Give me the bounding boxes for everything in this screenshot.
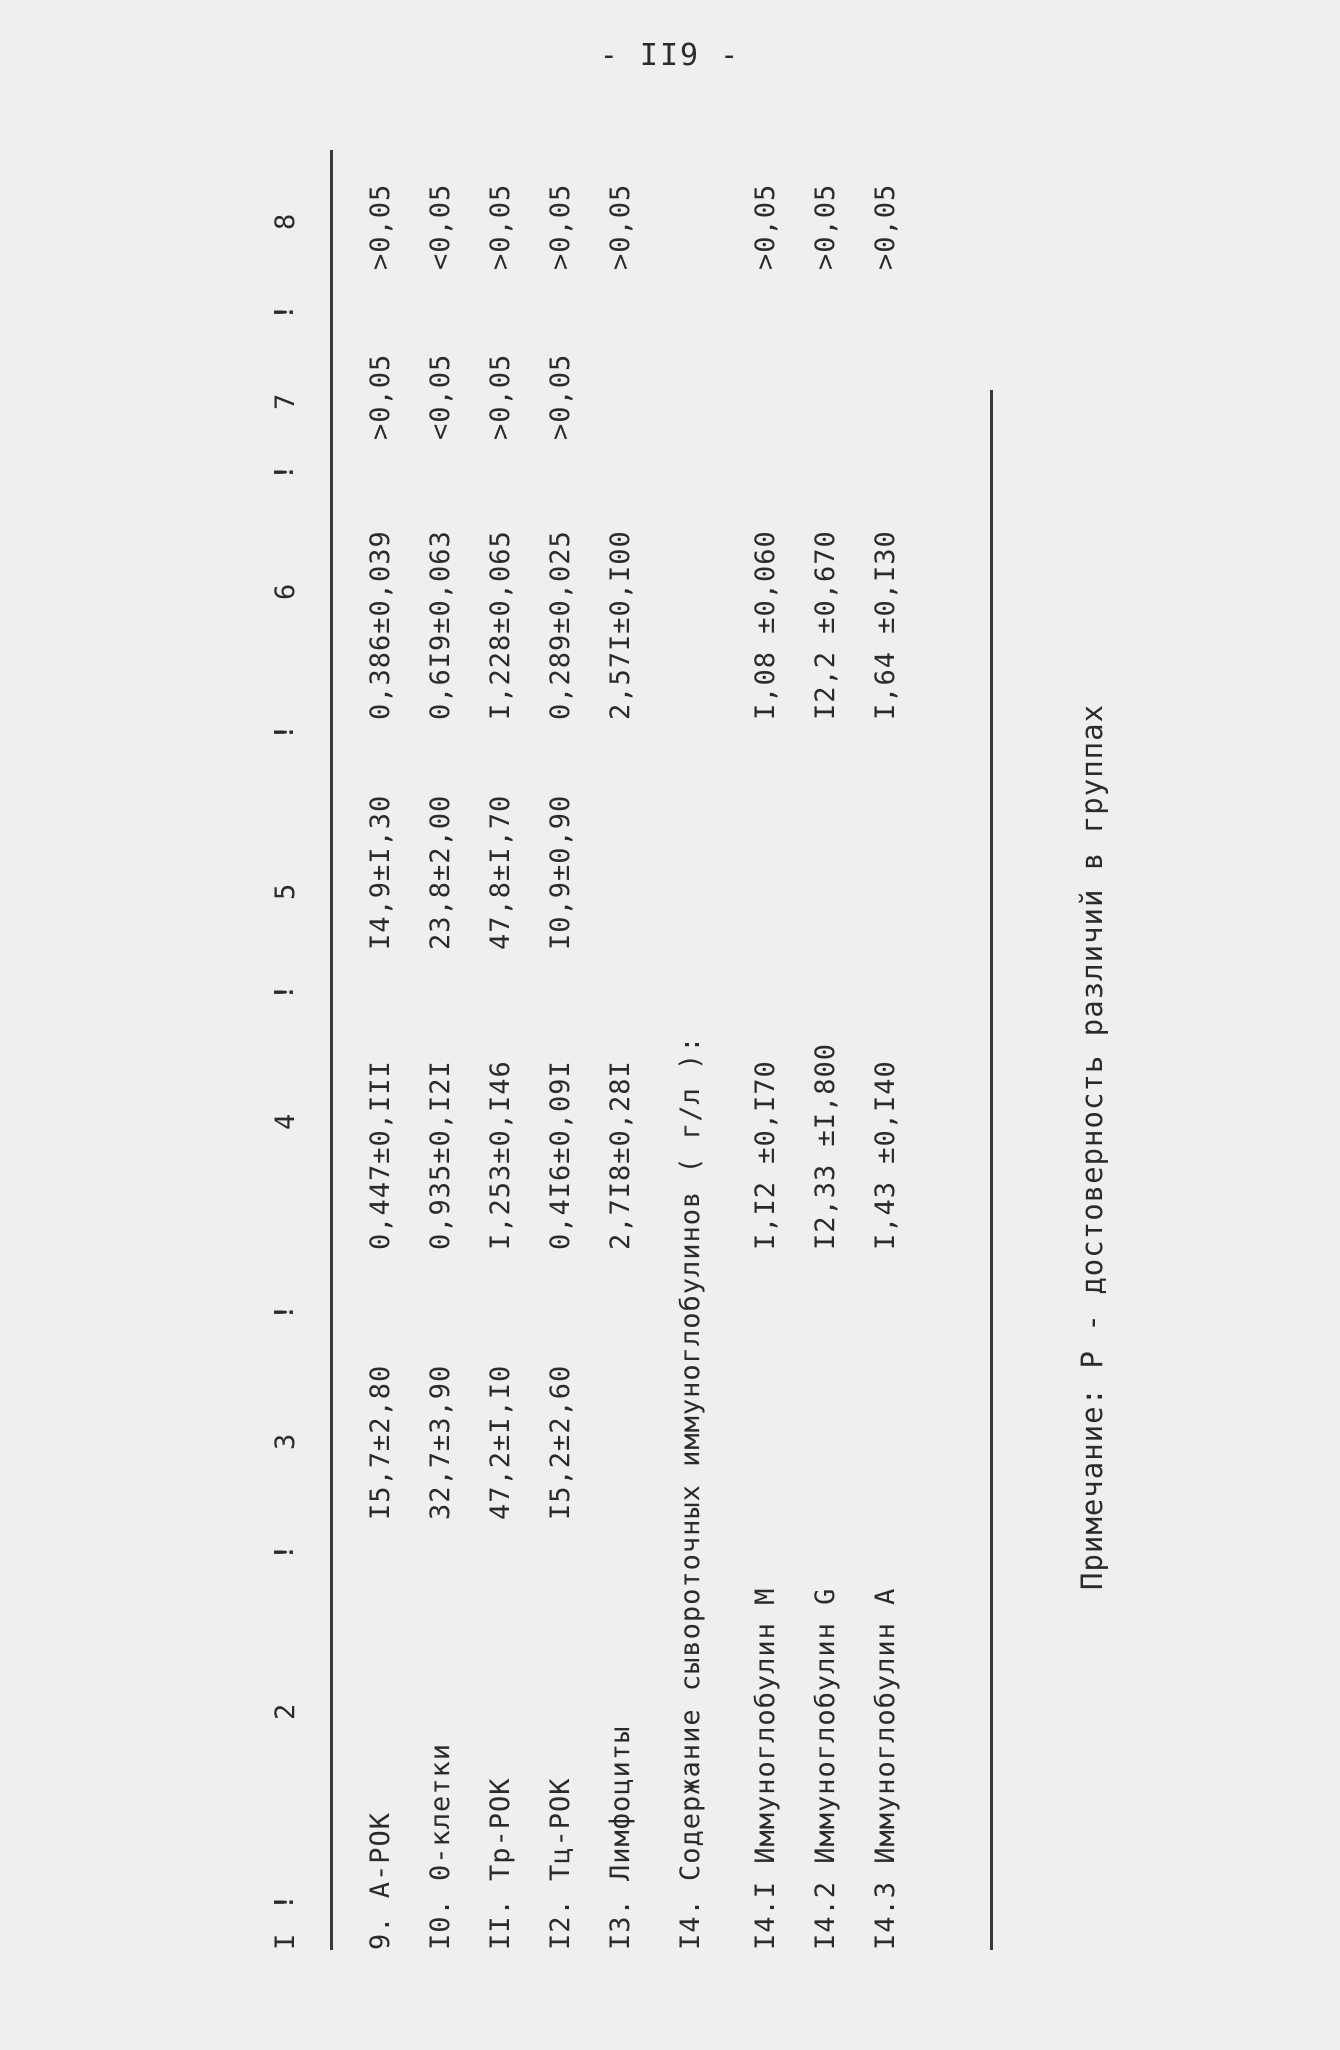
col-header-4: 4	[270, 1112, 301, 1130]
cell-c8: >0,05	[365, 183, 396, 270]
col-header-5: 5	[270, 882, 301, 900]
col-header-7: 7	[270, 392, 301, 410]
sub-row-label: I4.3 Иммуноглобулин А	[870, 1587, 901, 1950]
cell-c5: 47,8±I,70	[485, 794, 516, 950]
cell-c5: I0,9±0,90	[545, 794, 576, 950]
row-label: I0. 0-клетки	[425, 1742, 456, 1950]
col-header-2: 2	[270, 1702, 301, 1720]
cell-c5: I4,9±I,30	[365, 794, 396, 950]
section-heading: I4. Содержание сывороточных иммуноглобулинов ( г/л ):	[675, 1035, 706, 1950]
cell-c7: >0,05	[545, 353, 576, 440]
cell-c4: 0,447±0,III	[365, 1060, 396, 1250]
cell-c3: 32,7±3,90	[425, 1364, 456, 1520]
cell-c6: 0,6I9±0,063	[425, 530, 456, 720]
cell-c7: >0,05	[485, 353, 516, 440]
cell-c8: >0,05	[545, 183, 576, 270]
cell-c6: I,08 ±0,060	[750, 530, 781, 720]
cell-c6: 0,386±0,039	[365, 530, 396, 720]
header-rule	[330, 150, 333, 1950]
cell-c6: I2,2 ±0,670	[810, 530, 841, 720]
cell-c7: >0,05	[365, 353, 396, 440]
col-header-8: 8	[270, 212, 301, 230]
row-label: II. Тр-РОК	[485, 1777, 516, 1950]
col-header-6: 6	[270, 582, 301, 600]
cell-c4: 0,935±0,I2I	[425, 1060, 456, 1250]
col-separator: !	[270, 304, 300, 320]
cell-c3: 47,2±I,I0	[485, 1364, 516, 1520]
cell-c4: 2,7I8±0,28I	[605, 1060, 636, 1250]
cell-c3: I5,2±2,60	[545, 1364, 576, 1520]
col-header-1: I	[270, 1932, 301, 1950]
cell-c4: I,253±0,I46	[485, 1060, 516, 1250]
col-separator: !	[270, 1544, 300, 1560]
cell-c6: 2,57I±0,I00	[605, 530, 636, 720]
col-separator: !	[270, 464, 300, 480]
sub-row-label: I4.I Иммуноглобулин М	[750, 1587, 781, 1950]
cell-c8: <0,05	[425, 183, 456, 270]
footnote: Примечание: Р - достоверность различий в группах	[1075, 703, 1109, 1590]
data-table	[250, 183, 1109, 1950]
cell-c8: >0,05	[750, 183, 781, 270]
cell-c3: I5,7±2,80	[365, 1364, 396, 1520]
cell-c7: <0,05	[425, 353, 456, 440]
cell-c8: >0,05	[870, 183, 901, 270]
cell-c6: I,228±0,065	[485, 530, 516, 720]
cell-c4: I,I2 ±0,I70	[750, 1060, 781, 1250]
sub-row-label: I4.2 Иммуноглобулин G	[810, 1587, 841, 1950]
page-number: - II9 -	[599, 38, 741, 73]
col-separator: !	[270, 1304, 300, 1320]
col-separator: !	[270, 984, 300, 1000]
cell-c4: I2,33 ±I,800	[810, 1042, 841, 1250]
cell-c6: I,64 ±0,I30	[870, 530, 901, 720]
col-separator: !	[270, 724, 300, 740]
cell-c5: 23,8±2,00	[425, 794, 456, 950]
col-header-3: 3	[270, 1432, 301, 1450]
row-label: I3. Лимфоциты	[605, 1725, 636, 1950]
cell-c4: I,43 ±0,I40	[870, 1060, 901, 1250]
row-label: I2. Тц-РОК	[545, 1777, 576, 1950]
footer-rule	[990, 390, 993, 1950]
cell-c6: 0,289±0,025	[545, 530, 576, 720]
row-label: 9. А-РОК	[365, 1811, 396, 1950]
cell-c4: 0,4I6±0,09I	[545, 1060, 576, 1250]
cell-c8: >0,05	[810, 183, 841, 270]
cell-c8: >0,05	[605, 183, 636, 270]
col-separator: !	[270, 1894, 300, 1910]
cell-c8: >0,05	[485, 183, 516, 270]
